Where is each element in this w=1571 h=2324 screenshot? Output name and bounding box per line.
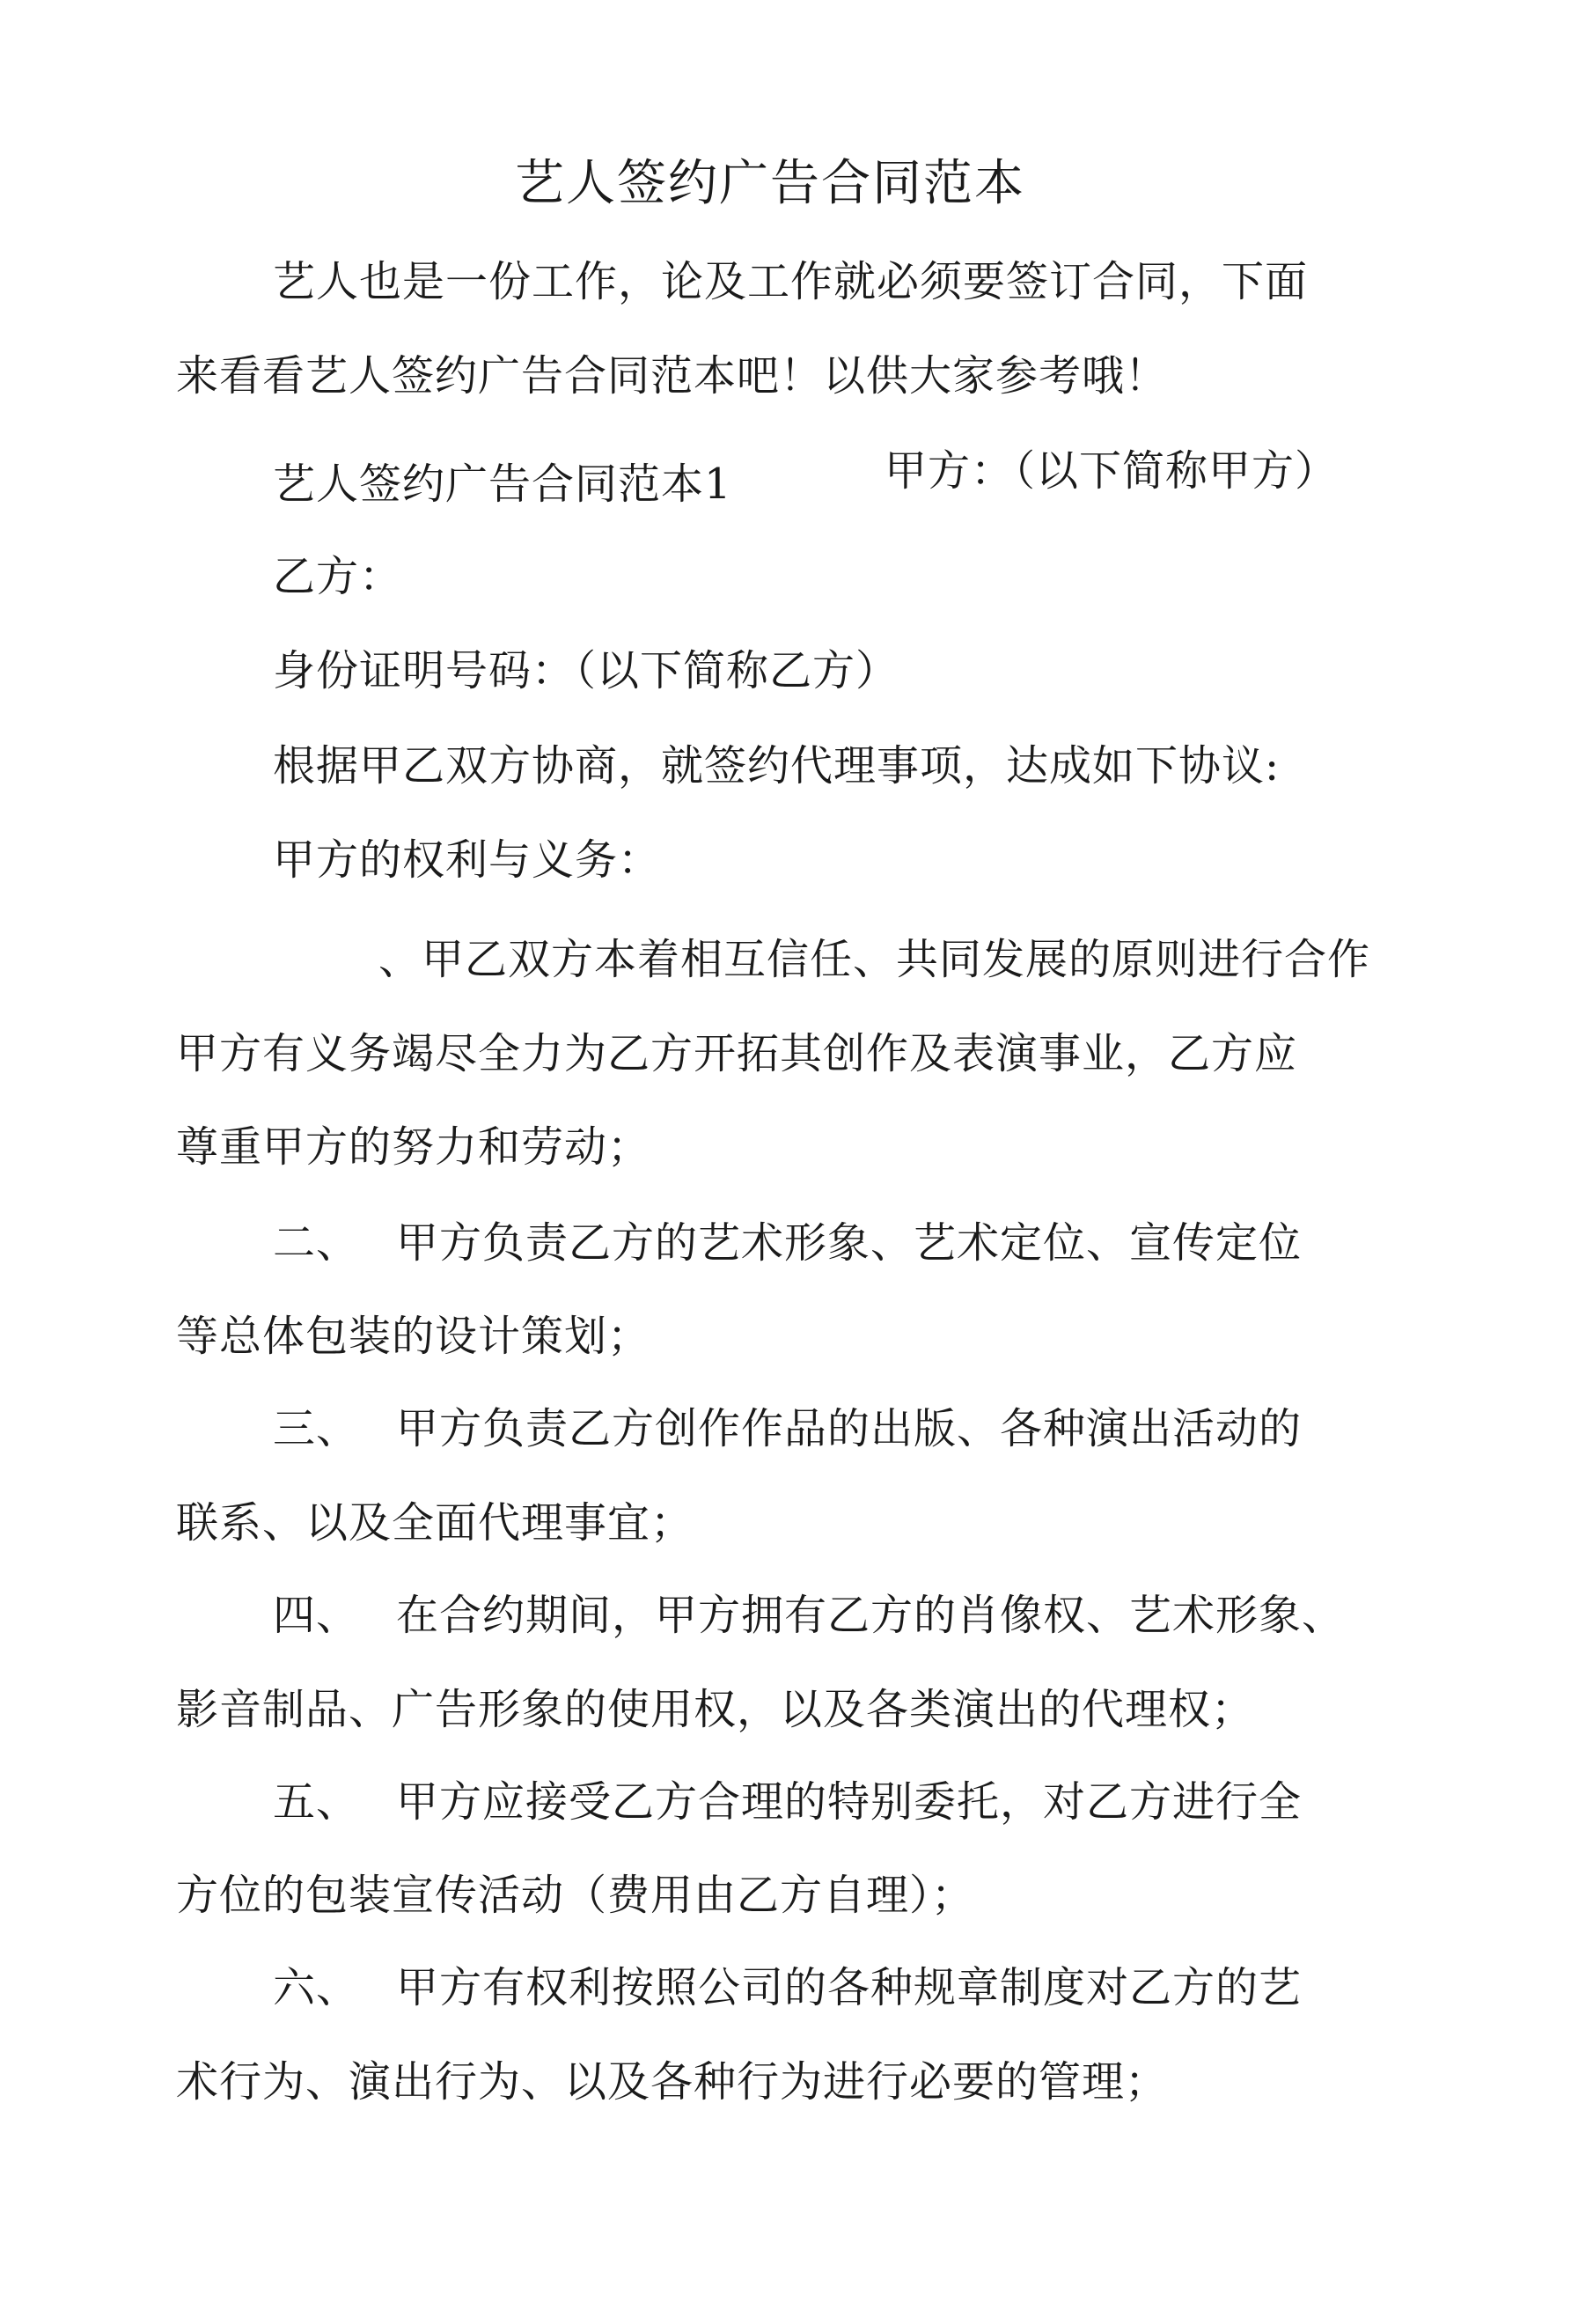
clause-5-line-2: 方位的包装宣传活动（费用由乙方自理）； bbox=[176, 1871, 975, 1920]
section-heading: 甲方的权利与义务： bbox=[273, 835, 662, 885]
clause-2-line-1: 甲方负责乙方的艺术形象、艺术定位、宣传定位 bbox=[396, 1218, 1303, 1268]
clause-3-line-2: 联系、以及全面代理事宜； bbox=[176, 1498, 694, 1548]
clause-1-line-1: 、甲乙双方本着相互信任、共同发展的原则进行合作 bbox=[378, 935, 1371, 984]
intro-line-2: 来看看艺人签约广告合同范本吧！以供大家参考哦！ bbox=[176, 351, 1169, 401]
sample-heading: 艺人签约广告合同范本1 bbox=[273, 460, 732, 509]
clause-4-line-1: 在合约期间，甲方拥有乙方的肖像权、艺术形象、 bbox=[396, 1591, 1346, 1640]
party-a-label: 甲方：（以下简称甲方） bbox=[885, 446, 1339, 496]
clause-4-line-2: 影音制品、广告形象的使用权，以及各类演出的代理权； bbox=[176, 1685, 1255, 1734]
clause-1-line-2: 甲方有义务竭尽全力为乙方开拓其创作及表演事业，乙方应 bbox=[176, 1029, 1298, 1078]
clause-1-line-3: 尊重甲方的努力和劳动； bbox=[176, 1122, 651, 1172]
clause-3-line-1: 甲方负责乙方创作作品的出版、各种演出活动的 bbox=[396, 1404, 1303, 1453]
clause-6-line-2: 术行为、演出行为、以及各种行为进行必要的管理； bbox=[176, 2057, 1169, 2107]
party-b-label: 乙方： bbox=[273, 552, 403, 601]
document-title: 艺人签约广告合同范本 bbox=[515, 155, 1025, 212]
agreement-intro: 根据甲乙双方协商，就签约代理事项，达成如下协议: bbox=[273, 741, 1281, 791]
clause-2-line-2: 等总体包装的设计策划； bbox=[176, 1312, 651, 1361]
intro-line-1: 艺人也是一份工作，论及工作就必须要签订合同，下面 bbox=[273, 257, 1309, 306]
clause-5-line-1: 甲方应接受乙方合理的特别委托，对乙方进行全 bbox=[396, 1777, 1303, 1827]
clause-6-line-1: 甲方有权利按照公司的各种规章制度对乙方的艺 bbox=[396, 1963, 1303, 2012]
clause-6-number: 六、 bbox=[273, 1963, 360, 2012]
clause-4-number: 四、 bbox=[273, 1591, 360, 1640]
id-number-label: 身份证明号码：（以下简称乙方） bbox=[273, 646, 899, 695]
clause-3-number: 三、 bbox=[273, 1404, 360, 1453]
clause-2-number: 二、 bbox=[273, 1218, 360, 1268]
clause-5-number: 五、 bbox=[273, 1777, 360, 1827]
